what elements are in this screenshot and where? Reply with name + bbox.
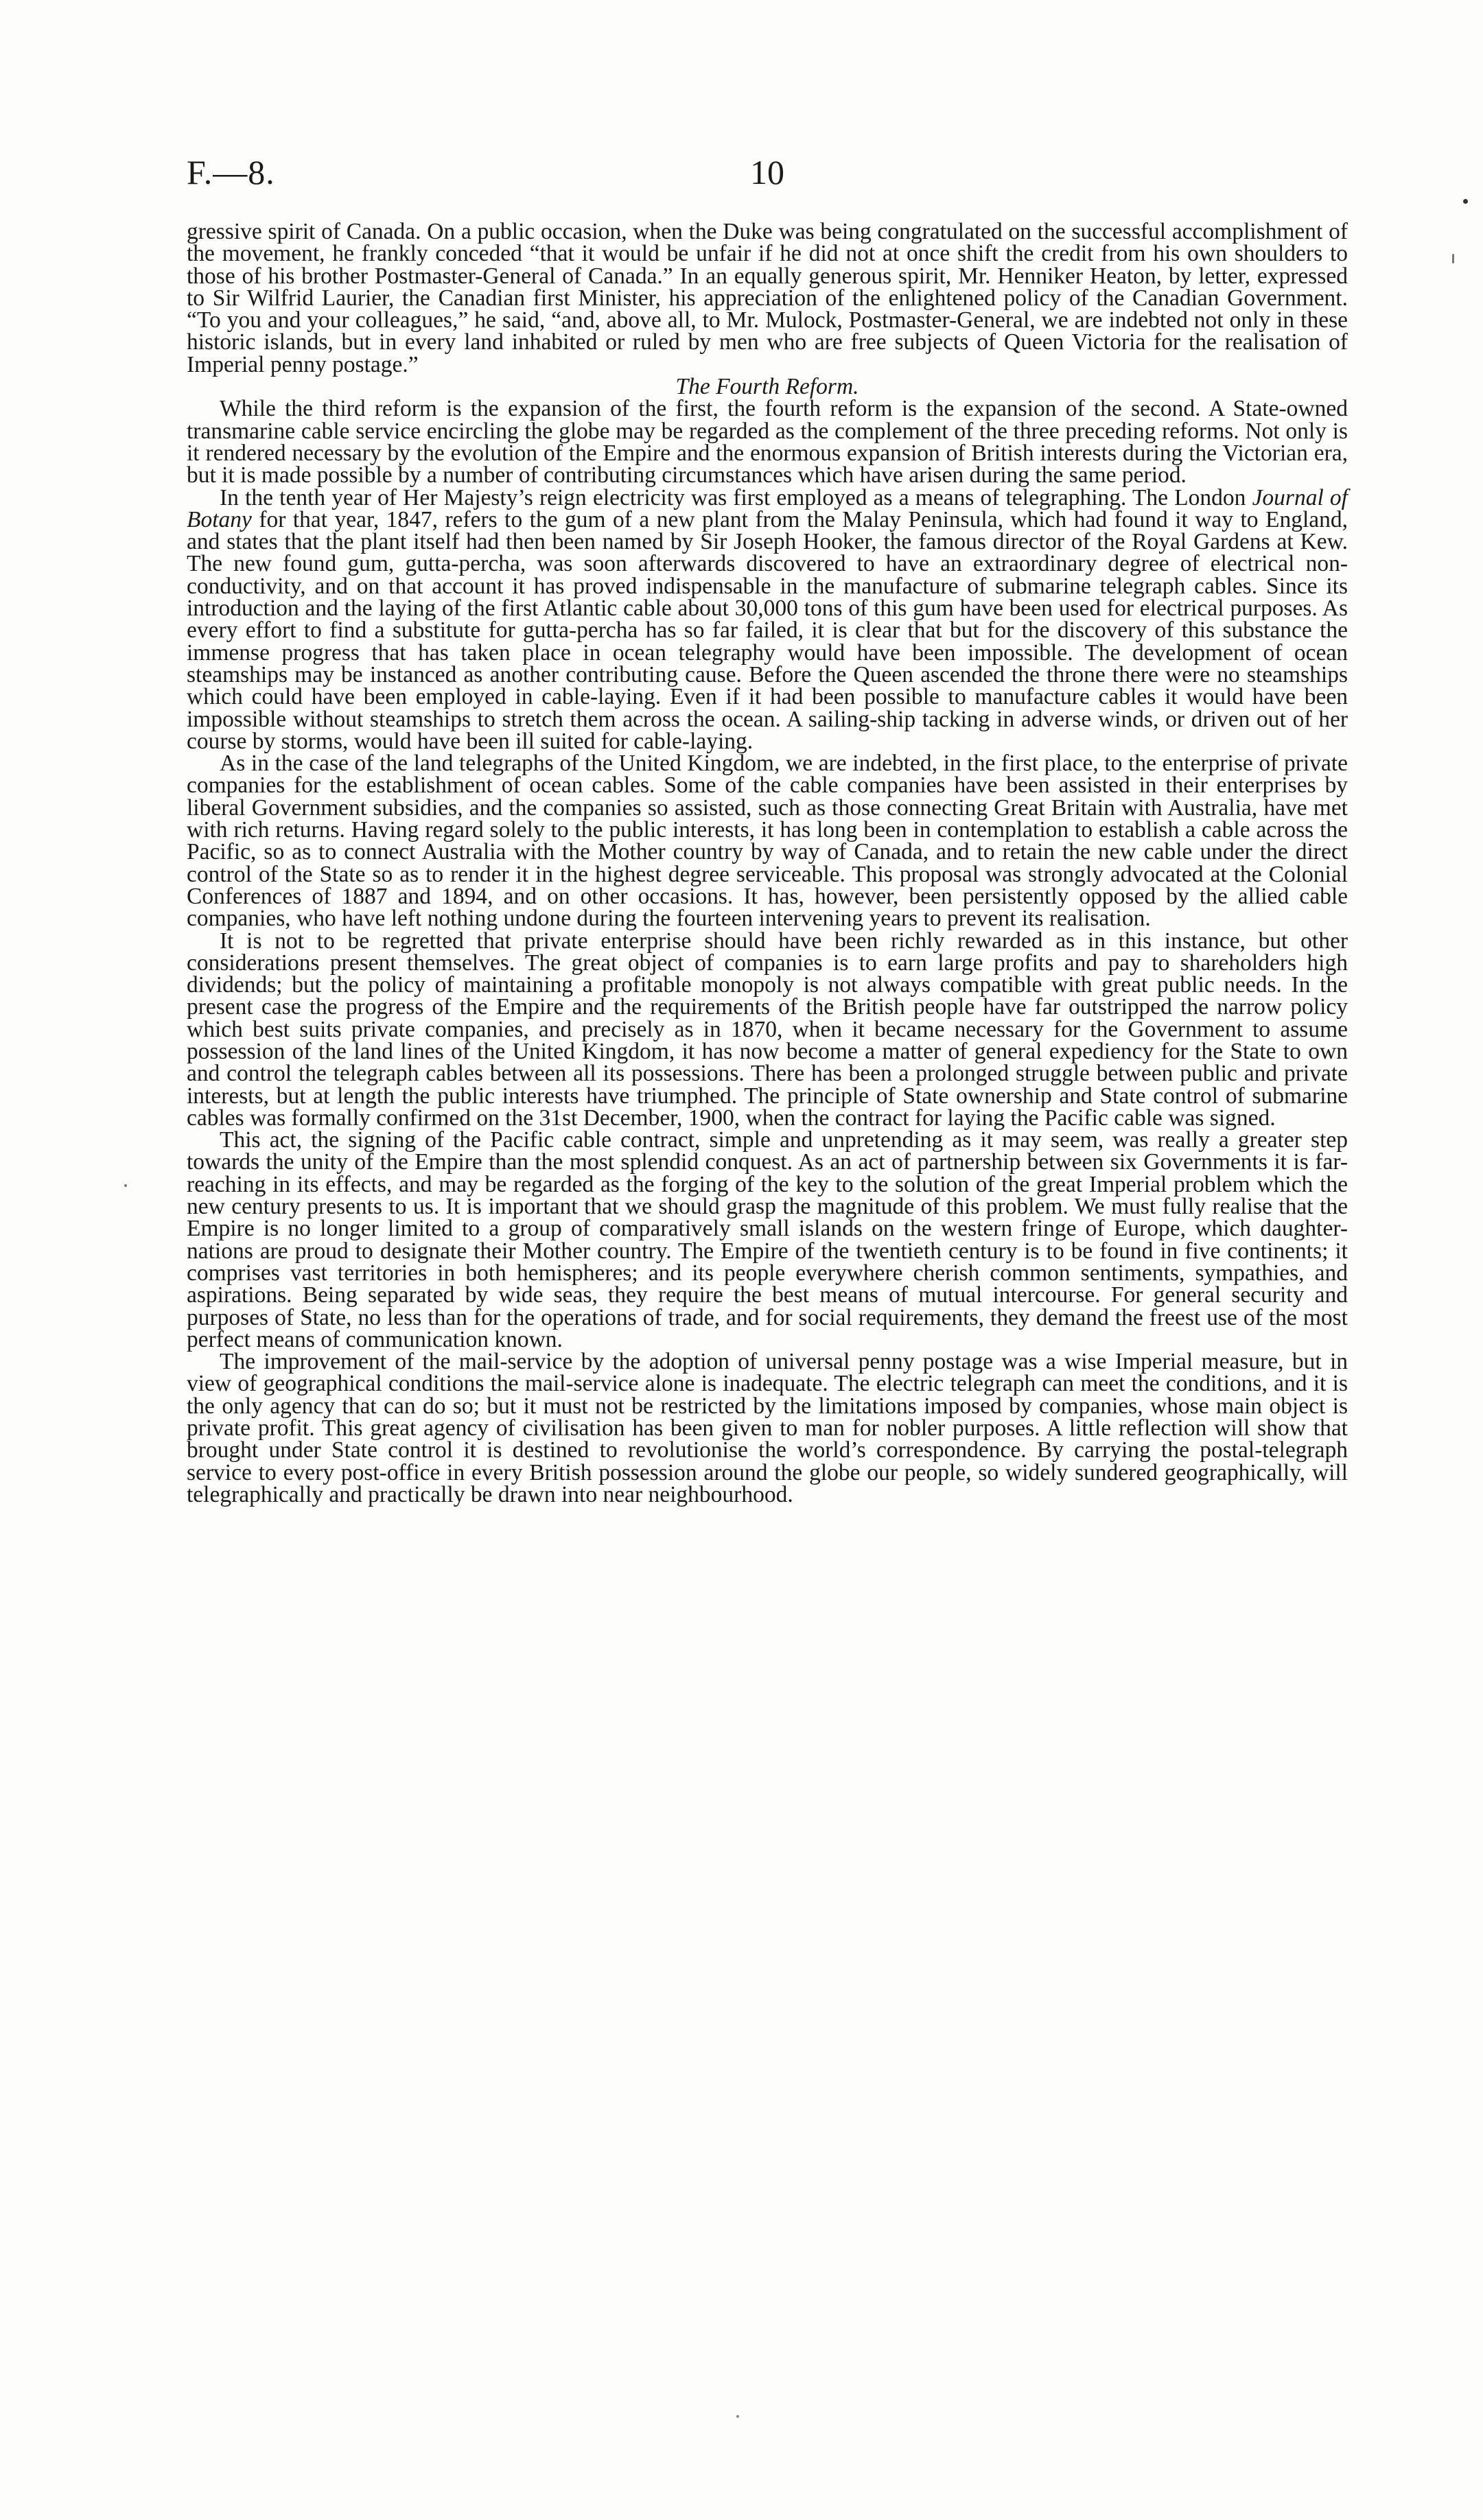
journal-title: Journal of Botany <box>187 484 1348 532</box>
paragraph: This act, the signing of the Pacific cable contract, simple and unpretending as it may seem, was really a greater step towards the unity of the Empire than the most splendid conquest. As an act of partnership between six Governments it is far-reaching in its effects, and may be regarded as the forging of the key to the solution of the great Imperial problem which the new century presents to us. It is important that we should grasp the magnitude of this problem. We must fully realise that the Empire is no longer limited to a group of comparatively small islands on the western fringe of Europe, which daughter-nations are proud to designate their Mother country. The Empire of the twentieth century is to be found in five continents; it comprises vast territories in both hemispheres; and its people everywhere cherish common sentiments, sympathies, and aspirations. Being separated by wide seas, they require the best means of mutual intercourse. For general security and purposes of State, no less than for the operations of trade, and for social requirements, they demand the freest use of the most perfect means of communication known. <box>187 1127 1348 1352</box>
paragraph: While the third reform is the expansion of the first, the fourth reform is the expansion of the second. A State-owned transmarine cable service encircling the globe may be regarded as the complement of the three preceding reforms. Not only is it rendered necessary by the evolution of the Empire and the enormous expansion of British interests during the Victorian era, but it is made possible by a number of contributing circumstances which have arisen during the same period. <box>187 396 1348 488</box>
document-reference: F.—8. <box>187 153 275 191</box>
print-speck <box>1452 254 1454 263</box>
print-speck <box>124 1184 127 1187</box>
print-speck <box>736 2415 739 2418</box>
paragraph: The improvement of the mail-service by the adoption of universal penny postage was a wise Imperial measure, but in view of geographical conditions the mail-service alone is inadequate. The electric telegraph can meet the conditions, and it is the only agency that can do so; but it must not be restricted by the limitations imposed by companies, whose main object is private profit. This great agency of civilisation has been given to man for nobler purposes. A little reflection will show that brought under State control it is destined to revolutionise the world’s correspondence. By carrying the postal-telegraph service to every post-office in every British possession around the globe our people, so widely sundered geographically, will telegraphically and practically be drawn into near neighbourhood. <box>187 1349 1348 1507</box>
paragraph: It is not to be regretted that private enterprise should have been richly rewarded as in this instance, but other considerations present themselves. The great object of companies is to earn large profits and pay to shareholders high dividends; but the policy of maintaining a profitable monopoly is not always compatible with great public needs. In the present case the progress of the Empire and the requirements of the British people have far outstripped the narrow policy which best suits private companies, and precisely as in 1870, when it became necessary for the Government to assume possession of the land lines of the United Kingdom, it has now become a matter of general expediency for the State to own and control the telegraph cables between all its possessions. There has been a prolonged struggle between public and private interests, but at length the public interests have triumphed. The principle of State ownership and State control of submarine cables was formally confirmed on the 31st December, 1900, when the contract for laying the Pacific cable was signed. <box>187 928 1348 1131</box>
paragraph-text: In the tenth year of Her Majesty’s reign electricity was first employed as a means of telegraphing. The London <box>220 484 1252 510</box>
paragraph-text: for that year, 1847, refers to the gum of a new plant from the Malay Peninsula, which had found it way to England, and states that the plant itself had then been named by Sir Joseph Hooker, the famous director of the Royal Gardens at Kew. The new found gum, gutta-percha, was soon afterwards discovered to have an extraordinary degree of electrical non-conductivity, and on that account it has proved indispensable in the manufacture of submarine telegraph cables. Since its introduction and the laying of the first Atlantic cable about 30,000 tons of this gum have been used for electrical purposes. As every effort to find a substitute for gutta-percha has so far failed, it is clear that but for the discovery of this substance the immense progress that has taken place in ocean telegraphy would have been impossible. The development of ocean steamships may be instanced as another contributing cause. Before the Queen ascended the throne there were no steamships which could have been employed in cable-laying. Even if it had been possible to manufacture cables it would have been impossible without steamships to stretch them across the ocean. A sailing-ship tacking in adverse winds, or driven out of her course by storms, would have been ill suited for cable-laying. <box>187 506 1348 754</box>
print-speck <box>1463 199 1468 204</box>
page-header <box>187 152 1348 200</box>
page-number: 10 <box>750 153 784 191</box>
paragraph-continued: gressive spirit of Canada. On a public occasion, when the Duke was being congratulated on the successful accomplishment of the movement, he frankly conceded “that it would be unfair if he did not at once shift the credit from his own shoulders to those of his brother Postmaster-General of Canada.” In an equally generous spirit, Mr. Henniker Heaton, by letter, expressed to Sir Wilfrid Laurier, the Canadian first Minister, his appreciation of the enlightened policy of the Canadian Government. “To you and your colleagues,” he said, “and, above all, to Mr. Mulock, Postmaster-General, we are indebted not only in these historic islands, but in every land inhabited or ruled by men who are free subjects of Queen Victoria for the realisation of Imperial penny postage.” <box>187 219 1348 377</box>
body-text <box>187 221 1348 1506</box>
paragraph: As in the case of the land telegraphs of the United Kingdom, we are indebted, in the first place, to the enterprise of private companies for the establishment of ocean cables. Some of the cable companies have been assisted in their enterprises by liberal Government subsidies, and the companies so assisted, such as those connecting Great Britain with Australia, have met with rich returns. Having regard solely to the public interests, it has long been in contemplation to establish a cable across the Pacific, so as to connect Australia with the Mother country by way of Canada, and to retain the new cable under the direct control of the State so as to render it in the highest degree serviceable. This proposal was strongly advocated at the Colonial Conferences of 1887 and 1894, and on other occasions. It has, however, been persistently opposed by the allied cable companies, who have left nothing undone during the fourteen intervening years to prevent its realisation. <box>187 751 1348 932</box>
section-heading: The Fourth Reform. <box>675 374 859 400</box>
paragraph <box>187 484 1348 754</box>
